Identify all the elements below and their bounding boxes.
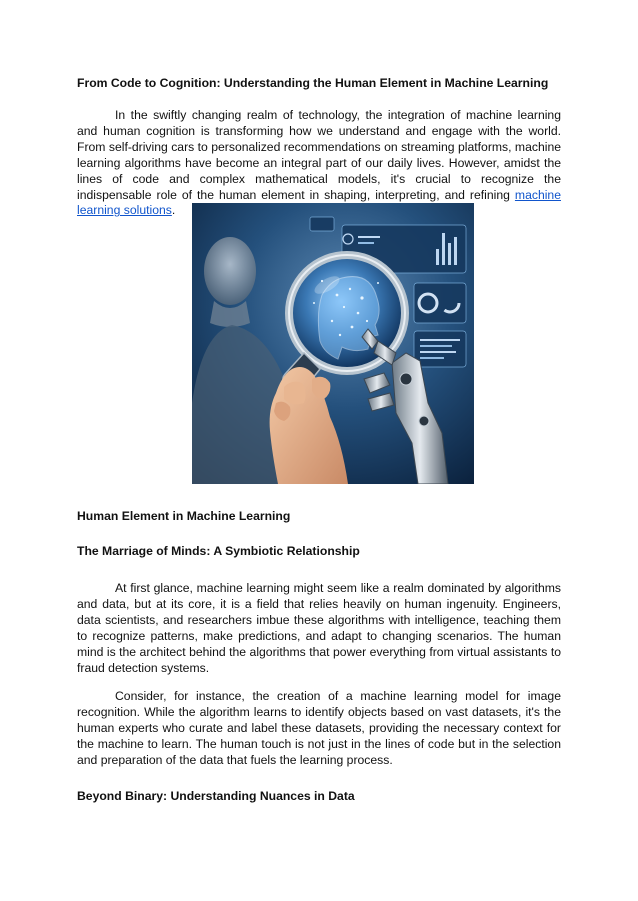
intro-text-end: . — [171, 203, 176, 218]
paragraph-first-glance — [77, 581, 561, 676]
paragraph-text: Consider, for instance, the creation of a machine learning model for image recognition. While the algorithm learns to identify objects based on vast datasets, it's the human experts who curate and label these datasets, providing the necessary context for the machine to learn. The human touch is not just in the lines of code but in the selection and preparation of the data that fuels the learning process. — [77, 689, 561, 767]
subsection-heading-beyond-binary: Beyond Binary: Understanding Nuances in Data — [77, 789, 355, 803]
section-heading: Human Element in Machine Learning — [77, 509, 291, 523]
intro-text: In the swiftly changing realm of technology, the integration of machine learning and human cognition is transforming how we understand and engage with the world. From self-driving cars to personalized recommendations on streaming platforms, machine learning algorithms have become an integral part of our daily lives. However, amidst the lines of code and complex mathematical models, it's crucial to recognize the indispensable role of the human element in shaping, interpreting, and refining — [77, 108, 561, 202]
paragraph-text: At first glance, machine learning might seem like a realm dominated by algorithms and data, but at its core, it is a field that relies heavily on human ingenuity. Engineers, data scientists, and researchers imbue these algorithms with intelligence, teaching them to recognize patterns, make predictions, and adapt to changing scenarios. The human mind is the architect behind the algorithms that power everything from virtual assistants to fraud detection systems. — [77, 581, 561, 675]
subsection-heading-marriage: The Marriage of Minds: A Symbiotic Relationship — [77, 544, 360, 558]
document-title: From Code to Cognition: Understanding the Human Element in Machine Learning — [77, 76, 549, 90]
machine-learning-solutions-link[interactable]: machine learning solutions — [77, 187, 561, 218]
paragraph-consider — [77, 689, 561, 769]
ai-magnifying-glass-illustration — [192, 203, 474, 484]
